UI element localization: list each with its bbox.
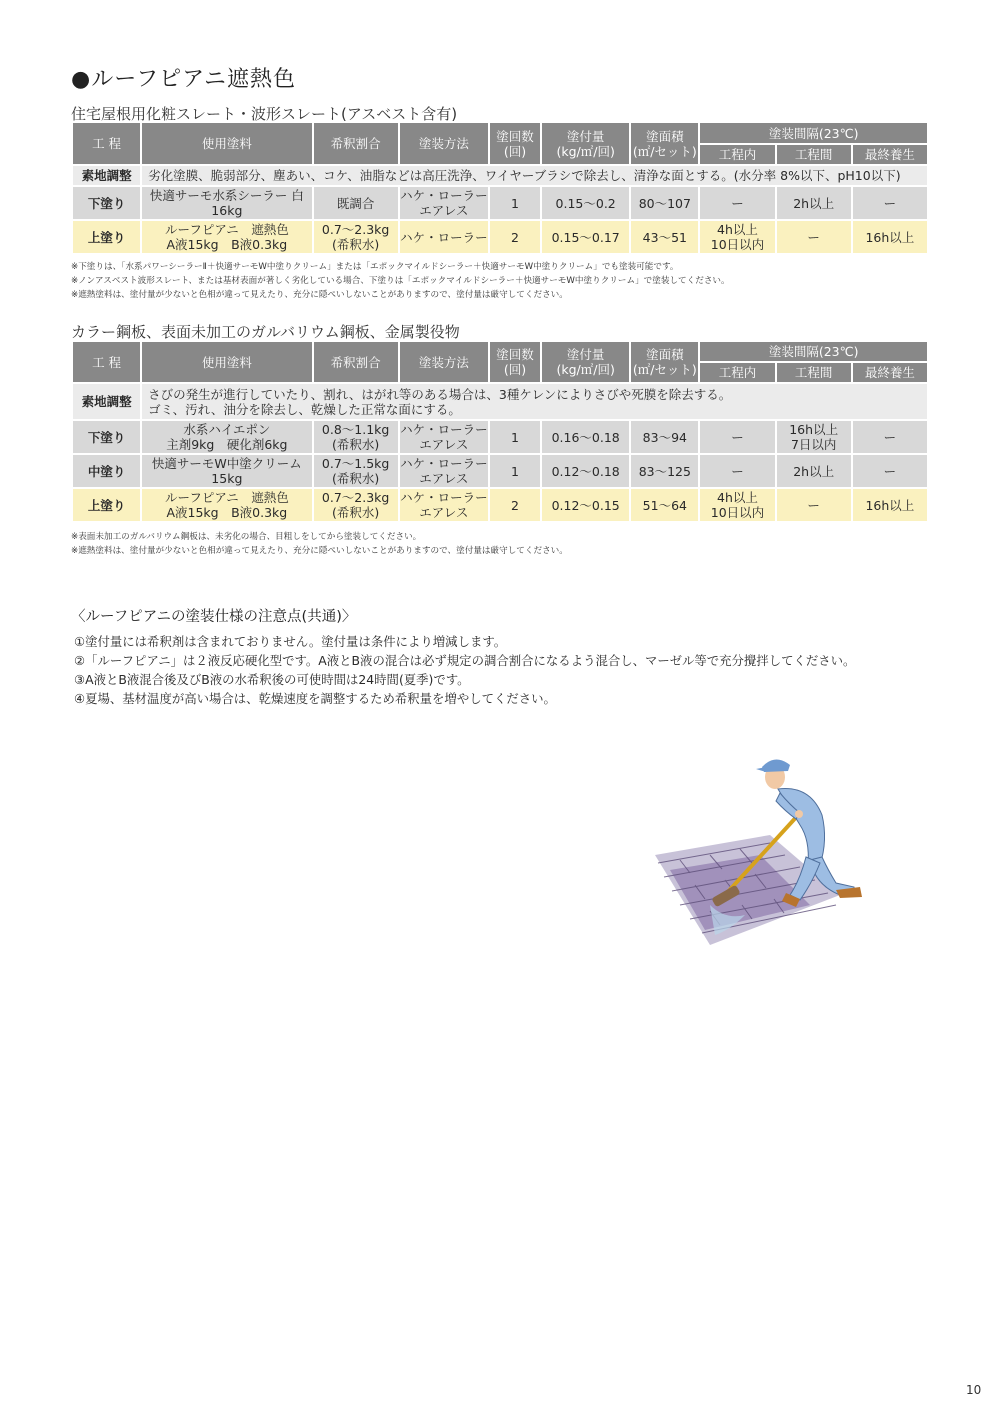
header-process: 工 程 <box>73 342 140 382</box>
header-process: 工 程 <box>73 123 140 164</box>
header-within: 工程内 <box>700 363 774 382</box>
header-paint: 使用塗料 <box>142 342 311 382</box>
header-final: 最終養生 <box>853 145 927 164</box>
painter-illustration <box>650 745 870 955</box>
table-row: 中塗り 快適サーモW中塗クリーム 15kg 0.7～1.5kg (希釈水) ハケ・ローラー エアレス 1 0.12～0.18 83～125 ー 2h以上 ー <box>73 455 927 487</box>
list-item: ②「ルーフピアニ」は２液反応硬化型です。A液とB液の混合は必ず規定の調合割合になるよう混合し、マーゼル等で充分攪拌してください。 <box>74 653 856 668</box>
header-paint: 使用塗料 <box>142 123 311 164</box>
table2-title: カラー鋼板、表面未加工のガルバリウム鋼板、金属製役物 <box>71 323 460 341</box>
header-interval: 塗装間隔(23℃) <box>700 342 927 361</box>
header-interval: 塗装間隔(23℃) <box>700 123 927 143</box>
table-row: 上塗り ルーフピアニ 遮熱色 A液15kg B液0.3kg 0.7～2.3kg (希釈水) ハケ・ローラー 2 0.15～0.17 43～51 4h以上 10日以内 ー 16h以上 <box>73 221 927 253</box>
table-row: 上塗り ルーフピアニ 遮熱色 A液15kg B液0.3kg 0.7～2.3kg (希釈水) ハケ・ローラー エアレス 2 0.12～0.15 51～64 4h以上 10日以内 ー 16h以上 <box>73 489 927 521</box>
header-within: 工程内 <box>700 145 774 164</box>
table1-notes: ※下塗りは、「水系パワーシーラーⅡ＋快適サーモW中塗りクリーム」または「エポックマイルドシーラー＋快適サーモW中塗りクリーム」でも塗装可能です。 ※ノンアスベスト波形スレート、または基材表面が著しく劣化している場合、下塗りは「エポックマイルドシーラー＋快適サーモW中塗りクリーム」で塗装してください。 ※遮熱塗料は、塗付量が少ないと色相が違って見えたり、充分に隠ぺいしないことがありますので、塗付量は厳守してください。 <box>71 262 730 300</box>
header-final: 最終養生 <box>853 363 927 382</box>
table2-notes: ※表面未加工のガルバリウム鋼板は、未劣化の場合、目粗しをしてから塗装してください。 ※遮熱塗料は、塗付量が少ないと色相が違って見えたり、充分に隠ぺいしないことがありますので、塗付量は厳守してください。 <box>71 532 568 556</box>
list-item: ④夏場、基材温度が高い場合は、乾燥速度を調整するため希釈量を増やしてください。 <box>74 691 556 706</box>
spec-table-2 <box>71 340 929 523</box>
prep-label: 素地調整 <box>73 384 140 419</box>
header-method: 塗装方法 <box>400 342 488 382</box>
prep-text: さびの発生が進行していたり、割れ、はがれ等のある場合は、3種ケレンによりさびや死膜を除去する。 ゴミ、汚れ、油分を除去し、乾燥した正常な面にする。 <box>142 384 927 419</box>
spec-table-1 <box>71 121 929 255</box>
header-amount: 塗付量 (kg/㎡/回) <box>542 123 629 164</box>
header-coats: 塗回数 (回) <box>490 342 540 382</box>
prep-text: 劣化塗膜、脆弱部分、塵あい、コケ、油脂などは高圧洗浄、ワイヤーブラシで除去し、清浄な面とする。(水分率 8%以下、pH10以下) <box>142 166 927 185</box>
header-dilution: 希釈割合 <box>314 123 398 164</box>
table-row: 下塗り 快適サーモ水系シーラー 白 16kg 既調合 ハケ・ローラー エアレス 1 0.15～0.2 80～107 ー 2h以上 ー <box>73 187 927 219</box>
prep-label: 素地調整 <box>73 166 140 185</box>
header-area: 塗面積 (㎡/セット) <box>631 123 698 164</box>
header-dilution: 希釈割合 <box>314 342 398 382</box>
list-item: ①塗付量には希釈剤は含まれておりません。塗付量は条件により増減します。 <box>74 634 507 649</box>
header-amount: 塗付量 (kg/㎡/回) <box>542 342 629 382</box>
header-method: 塗装方法 <box>400 123 488 164</box>
header-between: 工程間 <box>777 145 851 164</box>
page-number: 10 <box>966 1383 982 1397</box>
header-between: 工程間 <box>777 363 851 382</box>
caution-list <box>74 632 855 708</box>
page-title: ●ルーフピアニ遮熱色 <box>71 67 296 92</box>
table1-title: 住宅屋根用化粧スレート・波形スレート(アスベスト含有) <box>71 105 458 123</box>
list-item: ③A液とB液混合後及びB液の水希釈後の可使時間は24時間(夏季)です。 <box>74 672 470 687</box>
header-area: 塗面積 (㎡/セット) <box>631 342 698 382</box>
header-coats: 塗回数 (回) <box>490 123 540 164</box>
caution-title: 〈ルーフピアニの塗装仕様の注意点(共通)〉 <box>71 609 357 625</box>
table-row: 下塗り 水系ハイエポン 主剤9kg 硬化剤6kg 0.8～1.1kg (希釈水) ハケ・ローラー エアレス 1 0.16～0.18 83～94 ー 16h以上 7日以内 ー <box>73 421 927 453</box>
